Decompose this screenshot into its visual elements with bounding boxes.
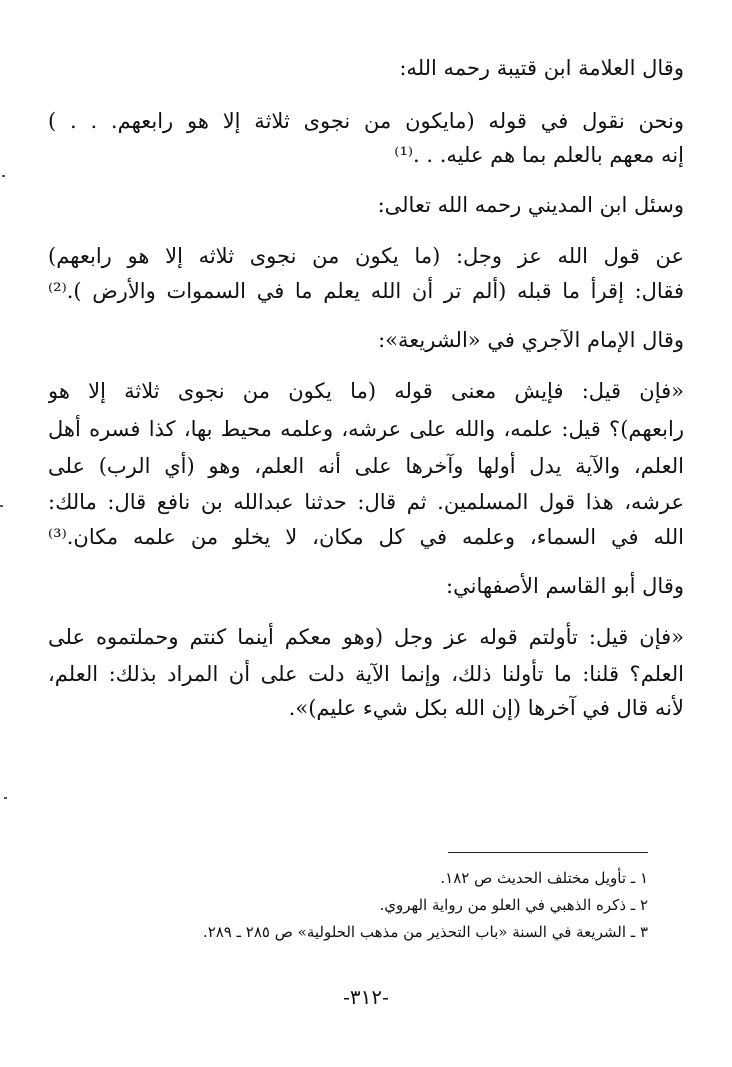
body-line-1: وقال العلامة ابن قتيبة رحمه الله: [399,56,684,80]
body-line-3: إنه معهم بالعلم بما هم عليه. . .⁽¹⁾ [394,143,684,167]
body-line-2: ونحن نقول في قوله (مايكون من نجوى ثلاثة إلا هو رابعهم. . . ) [48,109,684,133]
footnote-2: ٢ ـ ذكره الذهبي في العلو من رواية الهروي. [379,896,648,914]
footnote-separator [448,852,648,853]
body-line-13: وقال أبو القاسم الأصفهاني: [446,574,684,598]
body-line-6: فقال: إقرأ ما قبله (ألم تر أن الله يعلم ما في السموات والأرض ).⁽²⁾ [48,279,684,303]
body-line-9: رابعهم)؟ قيل: علمه، والله على عرشه، وعلمه محيط بها، كذا فسره أهل [48,417,684,441]
footnote-1: ١ ـ تأويل مختلف الحديث ص ١٨٢. [440,869,648,887]
scan-speck [0,505,3,507]
scan-speck [4,797,7,799]
footnote-3: ٣ ـ الشريعة في السنة «باب التحذير من مذهب الحلولية» ص ٢٨٥ ـ ٢٨٩. [202,923,648,941]
scan-speck [2,175,5,177]
body-line-10: العلم، والآية يدل أولها وآخرها على أنه العلم، وهو (أي الرب) على [48,454,684,478]
body-line-5: عن قول الله عز وجل: (ما يكون من نجوى ثلاثه إلا هو رابعهم) [48,244,684,268]
body-line-14: «فإن قيل: تأولتم قوله عز وجل (وهو معكم أينما كنتم وحملتموه على [48,625,684,649]
body-line-4: وسئل ابن المديني رحمه الله تعالى: [377,193,684,217]
body-line-7: وقال الإمام الآجري في «الشريعة»: [378,328,684,352]
body-line-12: الله في السماء، وعلمه في كل مكان، لا يخلو من علمه مكان.⁽³⁾ [48,525,684,549]
page-number: -٣١٢- [343,985,389,1009]
body-line-8: «فإن قيل: فإيش معنى قوله (ما يكون من نجوى ثلاثة إلا هو [48,379,684,403]
body-line-15: العلم؟ قلنا: ما تأولنا ذلك، وإنما الآية دلت على أن المراد بذلك: العلم، [48,662,684,686]
body-line-16: لأنه قال في آخرها (إن الله بكل شيء عليم)». [288,696,684,720]
body-line-11: عرشه، هذا قول المسلمين. ثم قال: حدثنا عبدالله بن نافع قال: مالك: [48,490,684,514]
